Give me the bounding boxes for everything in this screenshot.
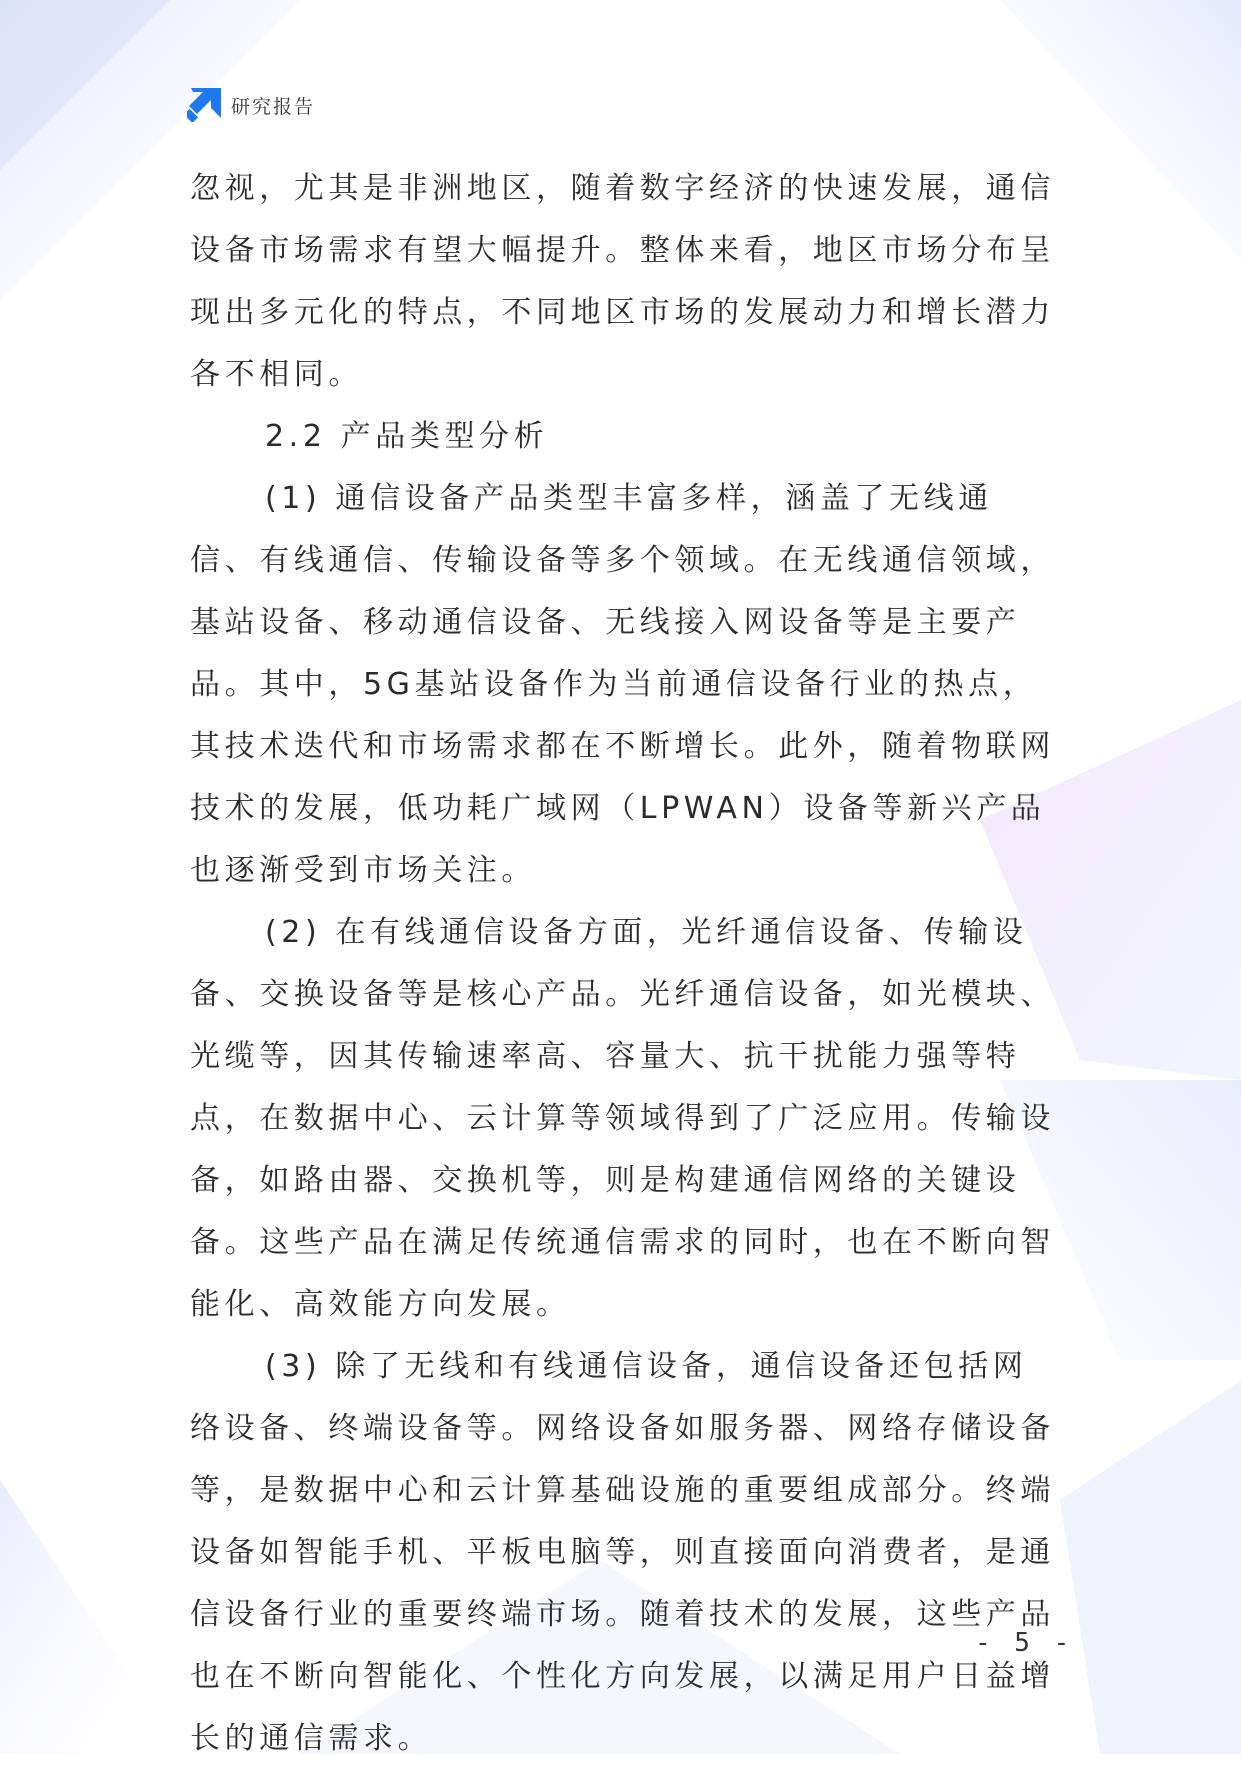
section-heading: 2.2 产品类型分析 — [265, 419, 549, 454]
paragraph: (2) 在有线通信设备方面，光纤通信设备、传输设备、交换设备等是核心产品。光纤通信设备，如光模块、光缆等，因其传输速率高、容量大、抗干扰能力强等特点，在数据中心、云计算等领域得到了广泛应用。传输设备，如路由器、交换机等，则是构建通信网络的关键设备。这些产品在满足传统通信需求的同时，也在不断向智能化、高效能方向发展。 — [190, 915, 1055, 1322]
report-header — [187, 88, 315, 122]
paragraph: 忽视，尤其是非洲地区，随着数字经济的快速发展，通信设备市场需求有望大幅提升。整体来看，地区市场分布呈现出多元化的特点，不同地区市场的发展动力和增长潜力各不相同。 — [190, 171, 1055, 392]
paragraph: (1) 通信设备产品类型丰富多样，涵盖了无线通信、有线通信、传输设备等多个领域。在无线通信领域，基站设备、移动通信设备、无线接入网设备等是主要产品。其中，5G基站设备作为当前通信设备行业的热点，其技术迭代和市场需求都在不断增长。此外，随着物联网技术的发展，低功耗广域网（LPWAN）设备等新兴产品也逐渐受到市场关注。 — [190, 481, 1055, 888]
paragraph: (3) 除了无线和有线通信设备，通信设备还包括网络设备、终端设备等。网络设备如服务器、网络存储设备等，是数据中心和云计算基础设施的重要组成部分。终端设备如智能手机、平板电脑等，则直接面向消费者，是通信设备行业的重要终端市场。随着技术的发展，这些产品也在不断向智能化、个性化方向发展，以满足用户日益增长的通信需求。 — [190, 1349, 1055, 1756]
logo-arrow-icon — [187, 88, 221, 122]
page-number: - 5 - — [975, 1628, 1074, 1658]
document-body — [190, 158, 1060, 1770]
header-title: 研究报告 — [231, 95, 316, 118]
